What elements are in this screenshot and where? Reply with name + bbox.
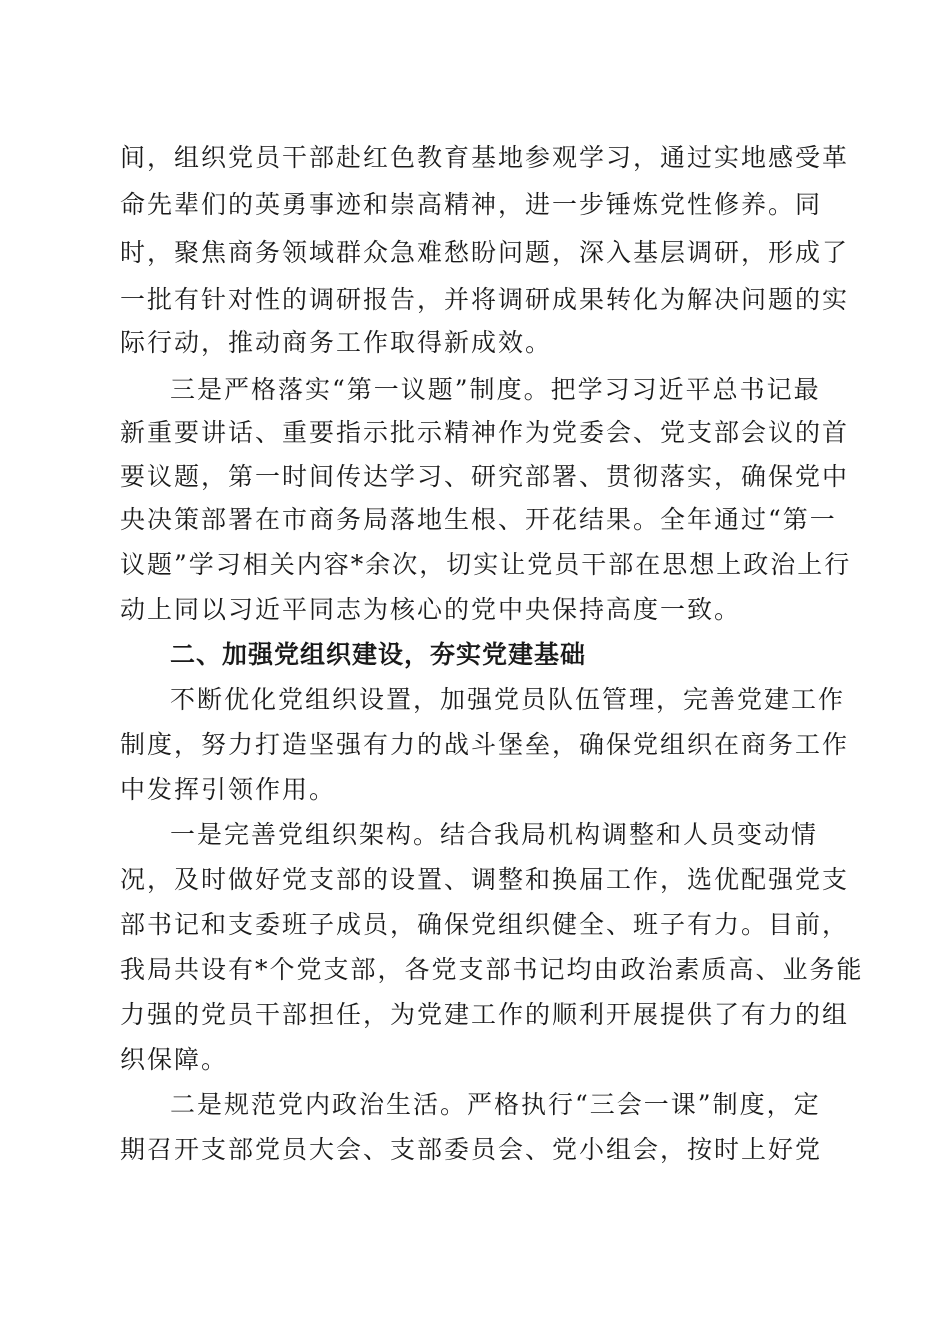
text-line: 议题”学习相关内容*余次，切实让党员干部在思想上政治上行 bbox=[120, 550, 852, 579]
text-line: 不断优化党组织设置，加强党员队伍管理，完善党建工作 bbox=[170, 685, 846, 714]
text-line: 织保障。 bbox=[120, 1045, 229, 1074]
text-line: 况，及时做好党支部的设置、调整和换届工作，选优配强党支 bbox=[120, 865, 850, 894]
text-line: 新重要讲话、重要指示批示精神作为党委会、党支部会议的首 bbox=[120, 418, 850, 447]
text-line: 命先辈们的英勇事迹和崇高精神，进一步锤炼党性修养。同 bbox=[120, 190, 823, 219]
text-line: 期召开支部党员大会、支部委员会、党小组会，按时上好党 bbox=[120, 1135, 823, 1164]
text-line: 一是完善党组织架构。结合我局机构调整和人员变动情 bbox=[170, 820, 819, 849]
section-heading: 二、加强党组织建设，夯实党建基础 bbox=[170, 640, 587, 669]
text-line: 际行动，推动商务工作取得新成效。 bbox=[120, 328, 553, 357]
text-line: 动上同以习近平同志为核心的党中央保持高度一致。 bbox=[120, 595, 742, 624]
text-line: 间，组织党员干部赴红色教育基地参观学习，通过实地感受革 bbox=[120, 143, 850, 172]
text-line: 制度，努力打造坚强有力的战斗堡垒，确保党组织在商务工作 bbox=[120, 730, 850, 759]
text-line: 要议题，第一时间传达学习、研究部署、贯彻落实，确保党中 bbox=[120, 462, 850, 491]
text-line: 时，聚焦商务领域群众急难愁盼问题，深入基层调研，形成了 bbox=[120, 238, 850, 267]
text-line: 我局共设有*个党支部，各党支部书记均由政治素质高、业务能 bbox=[120, 955, 864, 984]
text-line: 央决策部署在市商务局落地生根、开花结果。全年通过“第一 bbox=[120, 505, 837, 534]
text-line: 力强的党员干部担任，为党建工作的顺利开展提供了有力的组 bbox=[120, 1000, 850, 1029]
text-line: 三是严格落实“第一议题”制度。把学习习近平总书记最 bbox=[170, 375, 821, 404]
text-line: 一批有针对性的调研报告，并将调研成果转化为解决问题的实 bbox=[120, 285, 850, 314]
text-line: 中发挥引领作用。 bbox=[120, 775, 337, 804]
text-line: 部书记和支委班子成员，确保党组织健全、班子有力。目前， bbox=[120, 910, 850, 939]
text-line: 二是规范党内政治生活。严格执行“三会一课”制度，定 bbox=[170, 1090, 821, 1119]
